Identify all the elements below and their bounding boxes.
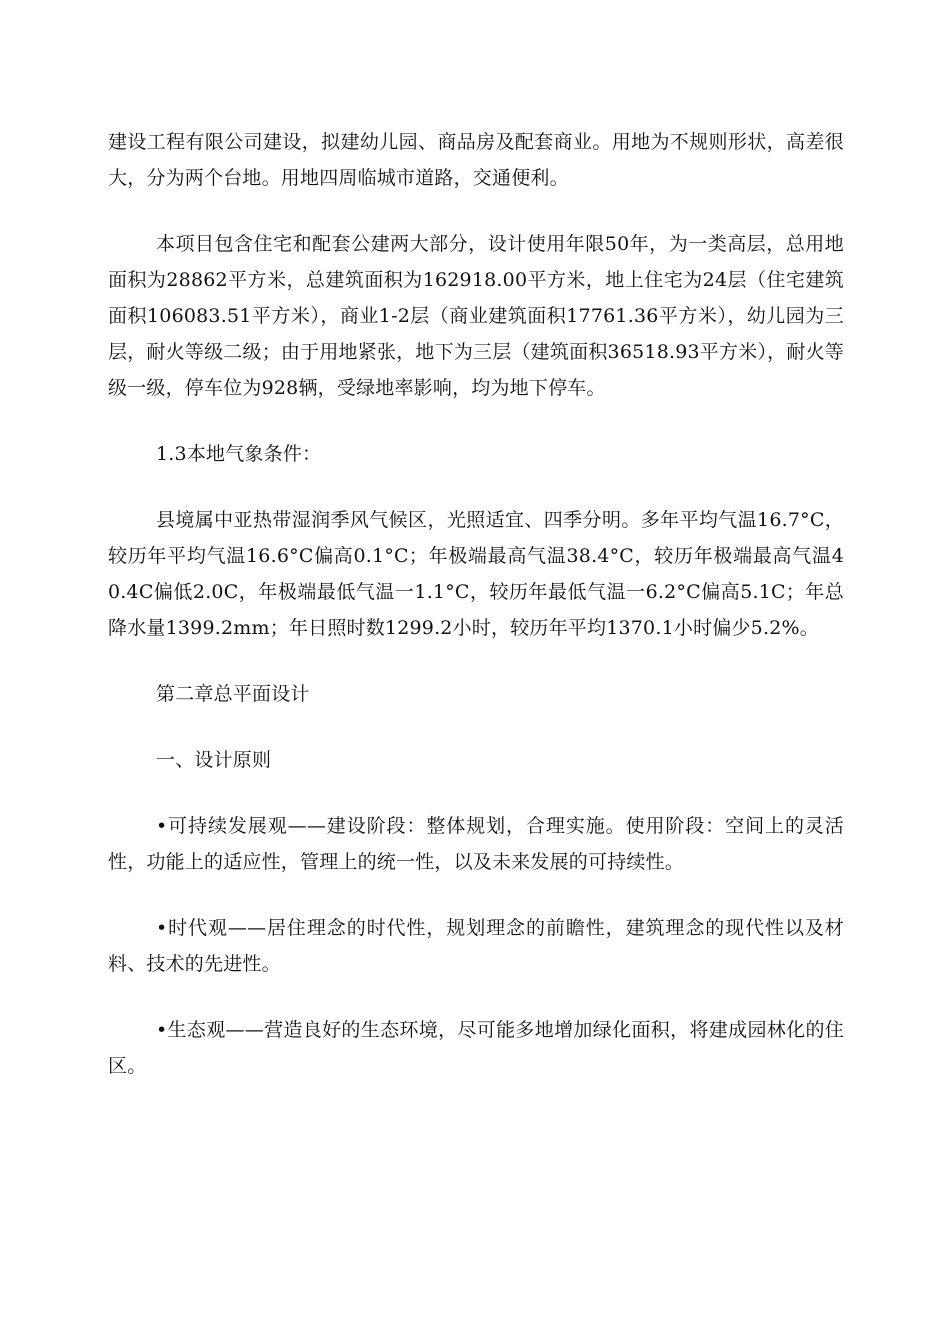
- bullet-modernity: •时代观——居住理念的时代性，规划理念的前瞻性，建筑理念的现代性以及材料、技术的先进性。: [108, 917, 844, 975]
- paragraph-climate: 县境属中亚热带湿润季风气候区，光照适宜、四季分明。多年平均气温16.7°C，较历年平均气温16.6°C偏高0.1°C；年极端最高气温38.4°C，较历年极端最高气温40.4C偏低2.0C，年极端最低气温一1.1°C，较历年最低气温一6.2°C偏高5.1C；年总降水量1399.2mm；年日照时数1299.2小时，较历年平均1370.1小时偏少5.2%。: [108, 509, 844, 639]
- paragraph-project-scope: 本项目包含住宅和配套公建两大部分，设计使用年限50年，为一类高层，总用地面积为28862平方米，总建筑面积为162918.00平方米，地上住宅为24层（住宅建筑面积106083.51平方米），商业1-2层（商业建筑面积17761.36平方米），幼儿园为三层，耐火等级二级；由于用地紧张，地下为三层（建筑面积36518.93平方米），耐火等级一级，停车位为928辆，受绿地率影响，均为地下停车。: [108, 233, 844, 399]
- paragraph-site-overview: 建设工程有限公司建设，拟建幼儿园、商品房及配套商业。用地为不规则形状，高差很大，分为两个台地。用地四周临城市道路，交通便利。: [108, 131, 844, 189]
- section-heading-design-principles: 一、设计原则: [156, 749, 272, 771]
- bullet-ecology: •生态观——营造良好的生态环境，尽可能多地增加绿化面积，将建成园林化的住区。: [108, 1019, 844, 1077]
- chapter-heading-site-plan: 第二章总平面设计: [156, 683, 310, 705]
- bullet-sustainability: •可持续发展观——建设阶段：整体规划，合理实施。使用阶段：空间上的灵活性，功能上的适应性，管理上的统一性，以及未来发展的可持续性。: [108, 815, 844, 873]
- document-page: [108, 124, 844, 1114]
- section-heading-climate: 1.3本地气象条件：: [156, 443, 322, 465]
